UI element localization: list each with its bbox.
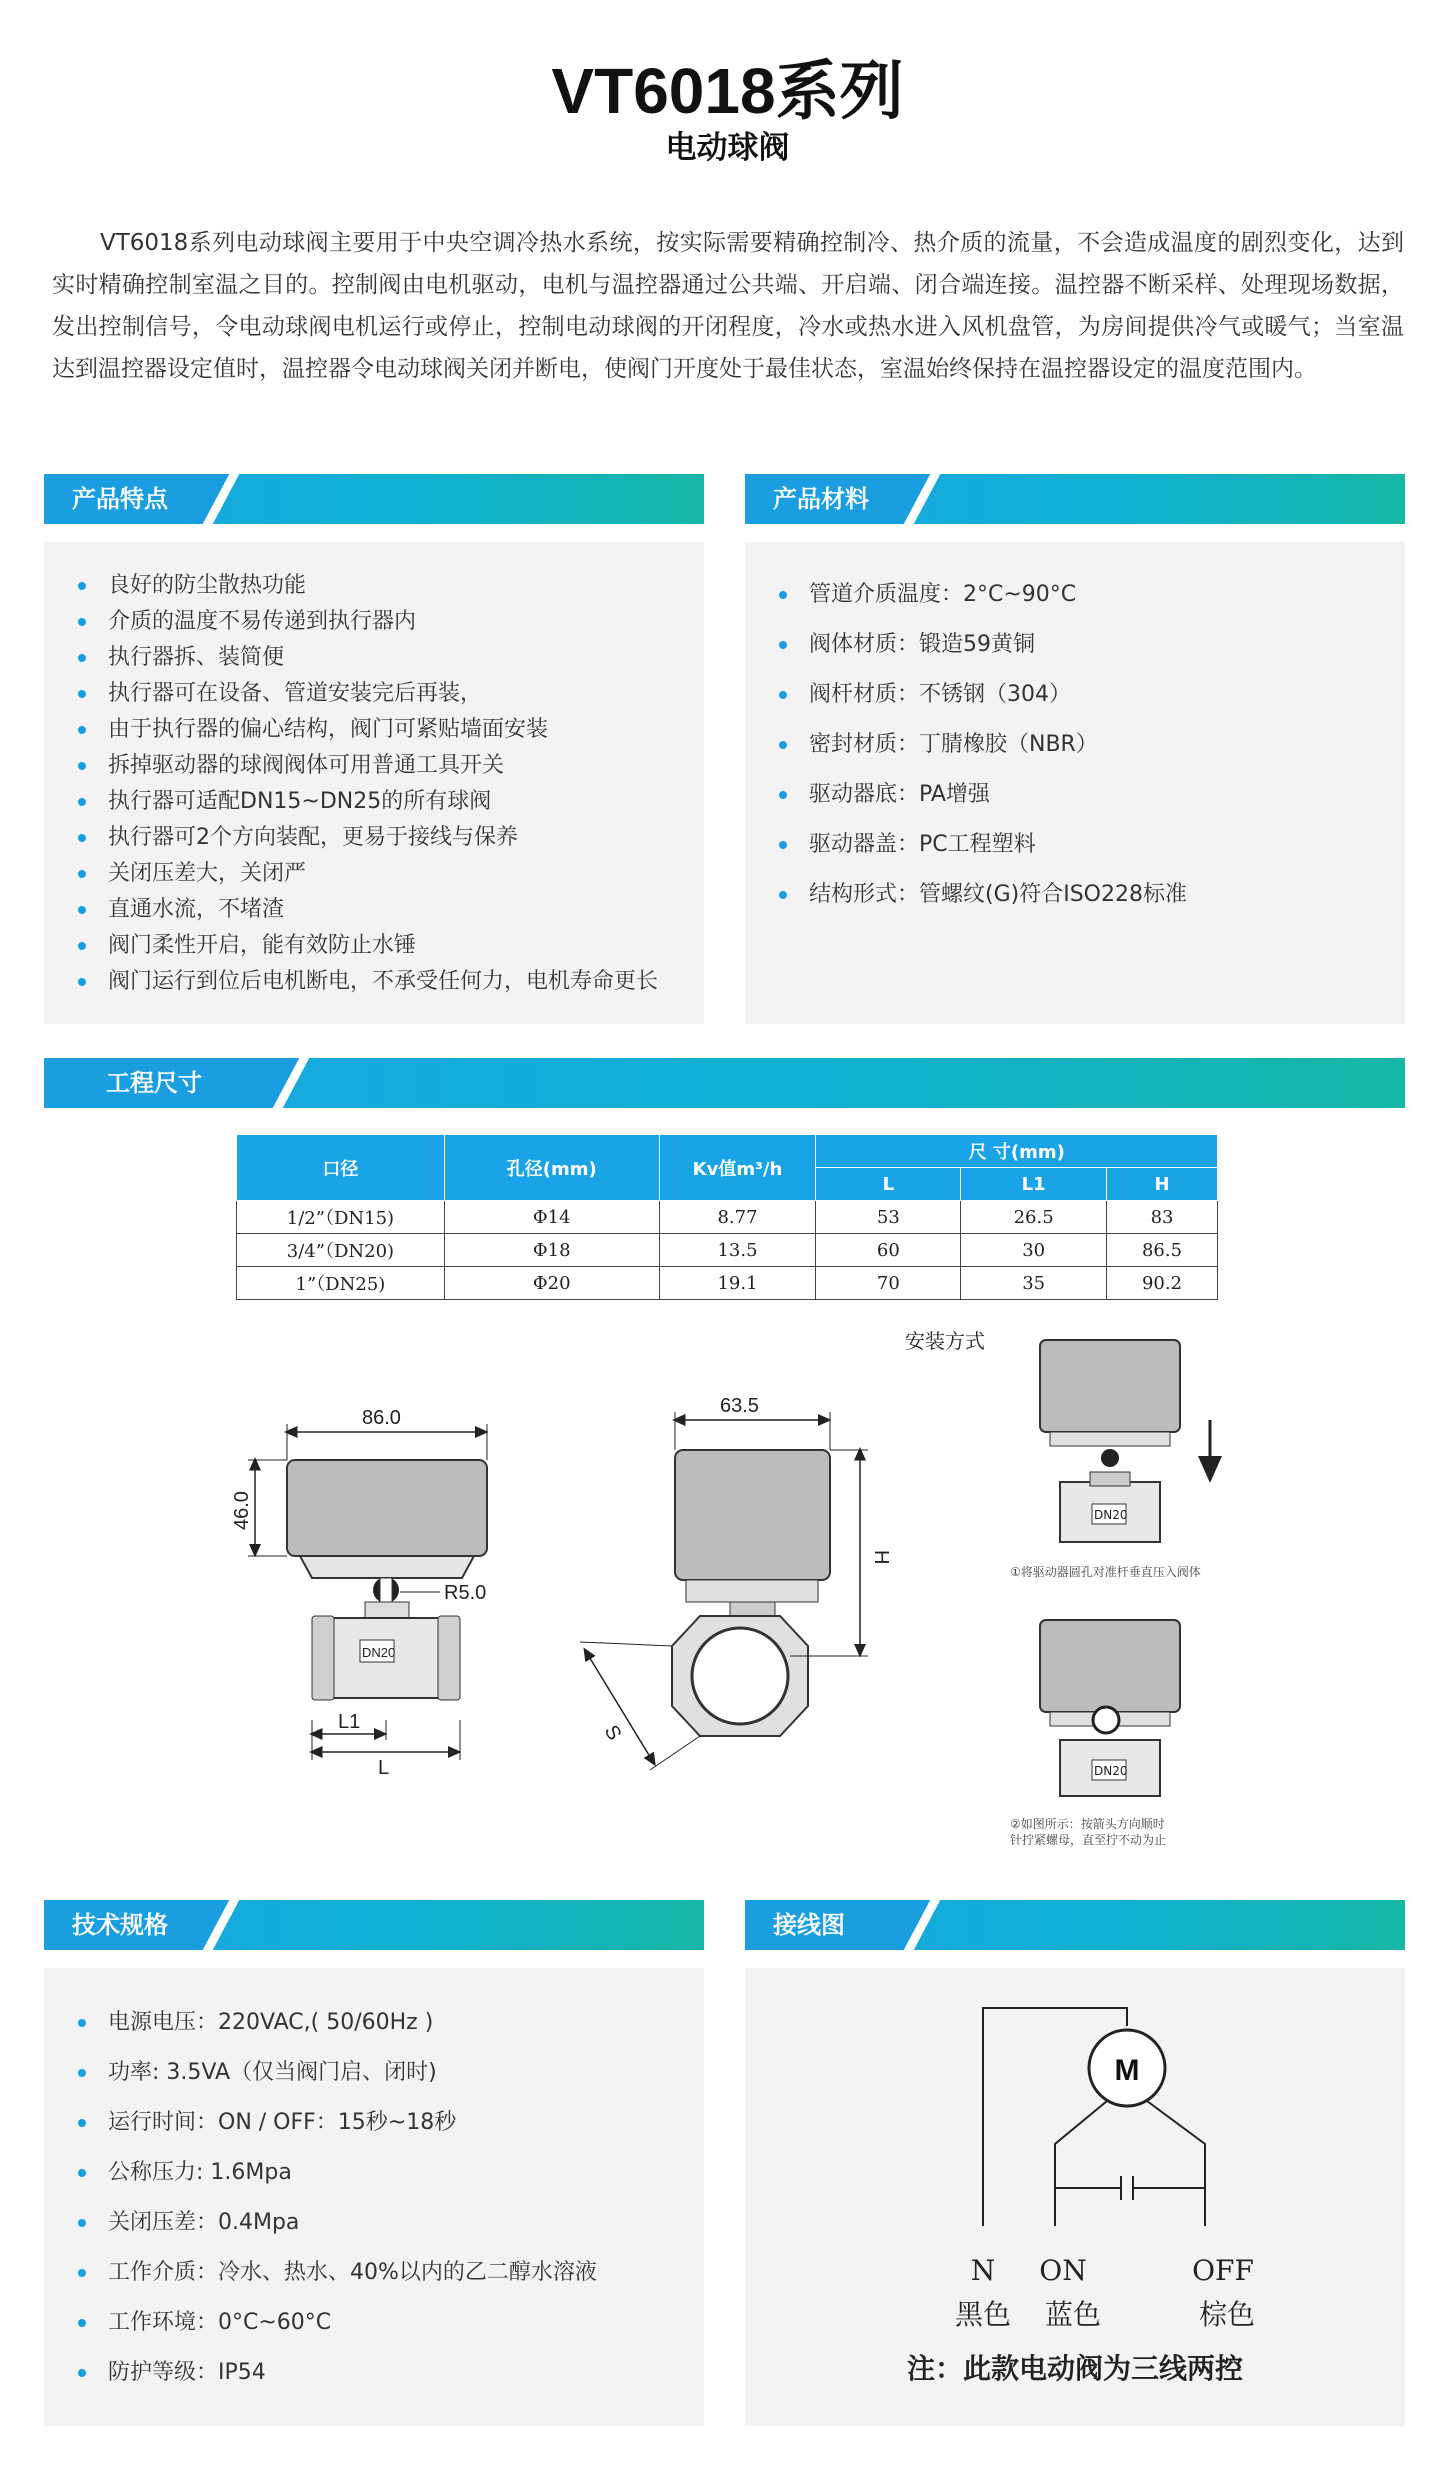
spec-item: 运行时间：ON / OFF：15秒~18秒 (74, 2098, 597, 2148)
materials-list (775, 570, 1187, 920)
terminal-OFF-color: 棕色 (1198, 2298, 1256, 2331)
dim-height: 46.0 (231, 1491, 253, 1530)
cell-H: 86.5 (1107, 1234, 1218, 1267)
spec-item: 电源电压：220VAC,( 50/60Hz ) (74, 1998, 597, 2048)
dim-radius: R5.0 (444, 1582, 487, 1604)
feature-item: 执行器拆、装简便 (74, 640, 658, 676)
cell-H: 83 (1107, 1201, 1218, 1234)
spec-item: 防护等级：IP54 (74, 2348, 597, 2398)
col-L1: L1 (961, 1168, 1107, 1201)
cell-bore: 1”（DN25) (237, 1267, 445, 1300)
table-row (237, 1267, 1218, 1300)
cell-bore: 1/2”（DN15) (237, 1201, 445, 1234)
cell-bore: 3/4”（DN20) (237, 1234, 445, 1267)
side-view (580, 1395, 892, 1770)
specs-list (74, 1998, 597, 2398)
install-title: 安装方式 (905, 1329, 985, 1353)
dim-S: S (599, 1721, 626, 1745)
material-item: 密封材质：丁腈橡胶（NBR） (775, 720, 1187, 770)
dn-label-front: DN20 (362, 1645, 396, 1660)
spec-item: 功率: 3.5VA（仅当阀门启、闭时) (74, 2048, 597, 2098)
cell-hole: Φ14 (444, 1201, 659, 1234)
cell-hole: Φ20 (444, 1267, 659, 1300)
features-header (44, 474, 704, 524)
motor-label: M (1114, 2054, 1140, 2087)
dim-width: 86.0 (362, 1407, 401, 1429)
col-hole: 孔径(mm) (444, 1135, 659, 1201)
specs-title: 技术规格 (44, 1900, 204, 1950)
cell-L: 60 (816, 1234, 961, 1267)
table-row (237, 1234, 1218, 1267)
wiring-note: 注：此款电动阀为三线两控 (906, 2352, 1244, 2385)
spec-item: 关闭压差：0.4Mpa (74, 2198, 597, 2248)
materials-panel (745, 542, 1405, 1024)
col-L: L (816, 1168, 961, 1201)
install-note-2b: 针拧紧螺母，直至拧不动为止 (1010, 1833, 1167, 1847)
specs-panel (44, 1968, 704, 2426)
dimension-table (236, 1134, 1218, 1300)
specs-header (44, 1900, 704, 1950)
capacitor-symbol (1055, 2176, 1205, 2200)
install-steps (905, 1329, 1210, 1847)
intro-paragraph: VT6018系列电动球阀主要用于中央空调冷热水系统，按实际需要精确控制冷、热介质的流量，不会造成温度的剧烈变化，达到实时精确控制室温之目的。控制阀由电机驱动，电机与温控器通过公共端、开启端、闭合端连接。温控器不断采样、处理现场数据，发出控制信号，令电动球阀电机运行或停止，控制电动球阀的开闭程度，冷水或热水进入风机盘管，为房间提供冷气或暖气；当室温达到温控器设定值时，温控器令电动球阀关闭并断电，使阀门开度处于最佳状态，室温始终保持在温控器设定的温度范围内。 (52, 230, 1404, 382)
install-note-2a: ②如图所示：按箭头方向顺时 (1010, 1817, 1165, 1831)
dim-H: H (870, 1550, 892, 1565)
install-note-1: ①将驱动器圆孔对准杆垂直压入阀体 (1010, 1565, 1201, 1579)
dim-L: L (378, 1757, 390, 1779)
material-item: 驱动器盖：PC工程塑料 (775, 820, 1187, 870)
feature-item: 阀门运行到位后电机断电，不承受任何力，电机寿命更长 (74, 964, 658, 1000)
feature-item: 关闭压差大，关闭严 (74, 856, 658, 892)
cell-hole: Φ18 (444, 1234, 659, 1267)
dn-label-step1: DN20 (1094, 1508, 1128, 1522)
cell-kv: 13.5 (659, 1234, 816, 1267)
feature-item: 执行器可适配DN15~DN25的所有球阀 (74, 784, 658, 820)
terminal-OFF: OFF (1192, 2254, 1254, 2287)
spec-item: 工作环境：0°C~60°C (74, 2298, 597, 2348)
features-title: 产品特点 (44, 474, 204, 524)
dimensions-title: 工程尺寸 (44, 1058, 274, 1108)
page-title: VT6018系列 (551, 55, 904, 127)
terminal-N: N (970, 2254, 996, 2287)
dn-label-step2: DN20 (1094, 1764, 1128, 1778)
wiring-panel (745, 1968, 1405, 2426)
col-kv: Kv值m³/h (659, 1135, 816, 1201)
material-item: 阀体材质：锻造59黄铜 (775, 620, 1187, 670)
material-item: 阀杆材质：不锈钢（304） (775, 670, 1187, 720)
cell-kv: 19.1 (659, 1267, 816, 1300)
page-subtitle: 电动球阀 (665, 130, 790, 166)
material-item: 管道介质温度：2°C~90°C (775, 570, 1187, 620)
cell-kv: 8.77 (659, 1201, 816, 1234)
col-size: 尺 寸(mm) (816, 1135, 1218, 1168)
feature-item: 由于执行器的偏心结构，阀门可紧贴墙面安装 (74, 712, 658, 748)
dim-side: 63.5 (720, 1395, 759, 1417)
feature-item: 拆掉驱动器的球阀阀体可用普通工具开关 (74, 748, 658, 784)
wiring-diagram (745, 1968, 1405, 2426)
cell-L1: 30 (961, 1234, 1107, 1267)
material-item: 结构形式：管螺纹(G)符合ISO228标准 (775, 870, 1187, 920)
wiring-title: 接线图 (745, 1900, 905, 1950)
features-list (74, 568, 658, 1000)
terminal-ON-color: 蓝色 (1044, 2298, 1102, 2331)
col-H: H (1107, 1168, 1218, 1201)
feature-item: 阀门柔性开启，能有效防止水锤 (74, 928, 658, 964)
table-row (237, 1201, 1218, 1234)
cell-L: 70 (816, 1267, 961, 1300)
cell-L1: 26.5 (961, 1201, 1107, 1234)
spec-item: 工作介质：冷水、热水、40%以内的乙二醇水溶液 (74, 2248, 597, 2298)
features-panel (44, 542, 704, 1024)
terminal-ON: ON (1039, 2254, 1087, 2287)
feature-item: 介质的温度不易传递到执行器内 (74, 604, 658, 640)
valve-drawing (0, 1320, 1455, 1860)
dim-L1: L1 (338, 1711, 361, 1733)
wiring-header (745, 1900, 1405, 1950)
front-view (231, 1407, 487, 1779)
col-bore: 口径 (237, 1135, 445, 1201)
material-item: 驱动器底：PA增强 (775, 770, 1187, 820)
materials-header (745, 474, 1405, 524)
cell-L1: 35 (961, 1267, 1107, 1300)
feature-item: 直通水流，不堵渣 (74, 892, 658, 928)
feature-item: 执行器可在设备、管道安装完后再装， (74, 676, 658, 712)
feature-item: 良好的防尘散热功能 (74, 568, 658, 604)
dimensions-header (44, 1058, 1405, 1108)
cell-H: 90.2 (1107, 1267, 1218, 1300)
feature-item: 执行器可2个方向装配，更易于接线与保养 (74, 820, 658, 856)
spec-item: 公称压力: 1.6Mpa (74, 2148, 597, 2198)
materials-title: 产品材料 (745, 474, 905, 524)
terminal-N-color: 黑色 (954, 2298, 1012, 2331)
cell-L: 53 (816, 1201, 961, 1234)
